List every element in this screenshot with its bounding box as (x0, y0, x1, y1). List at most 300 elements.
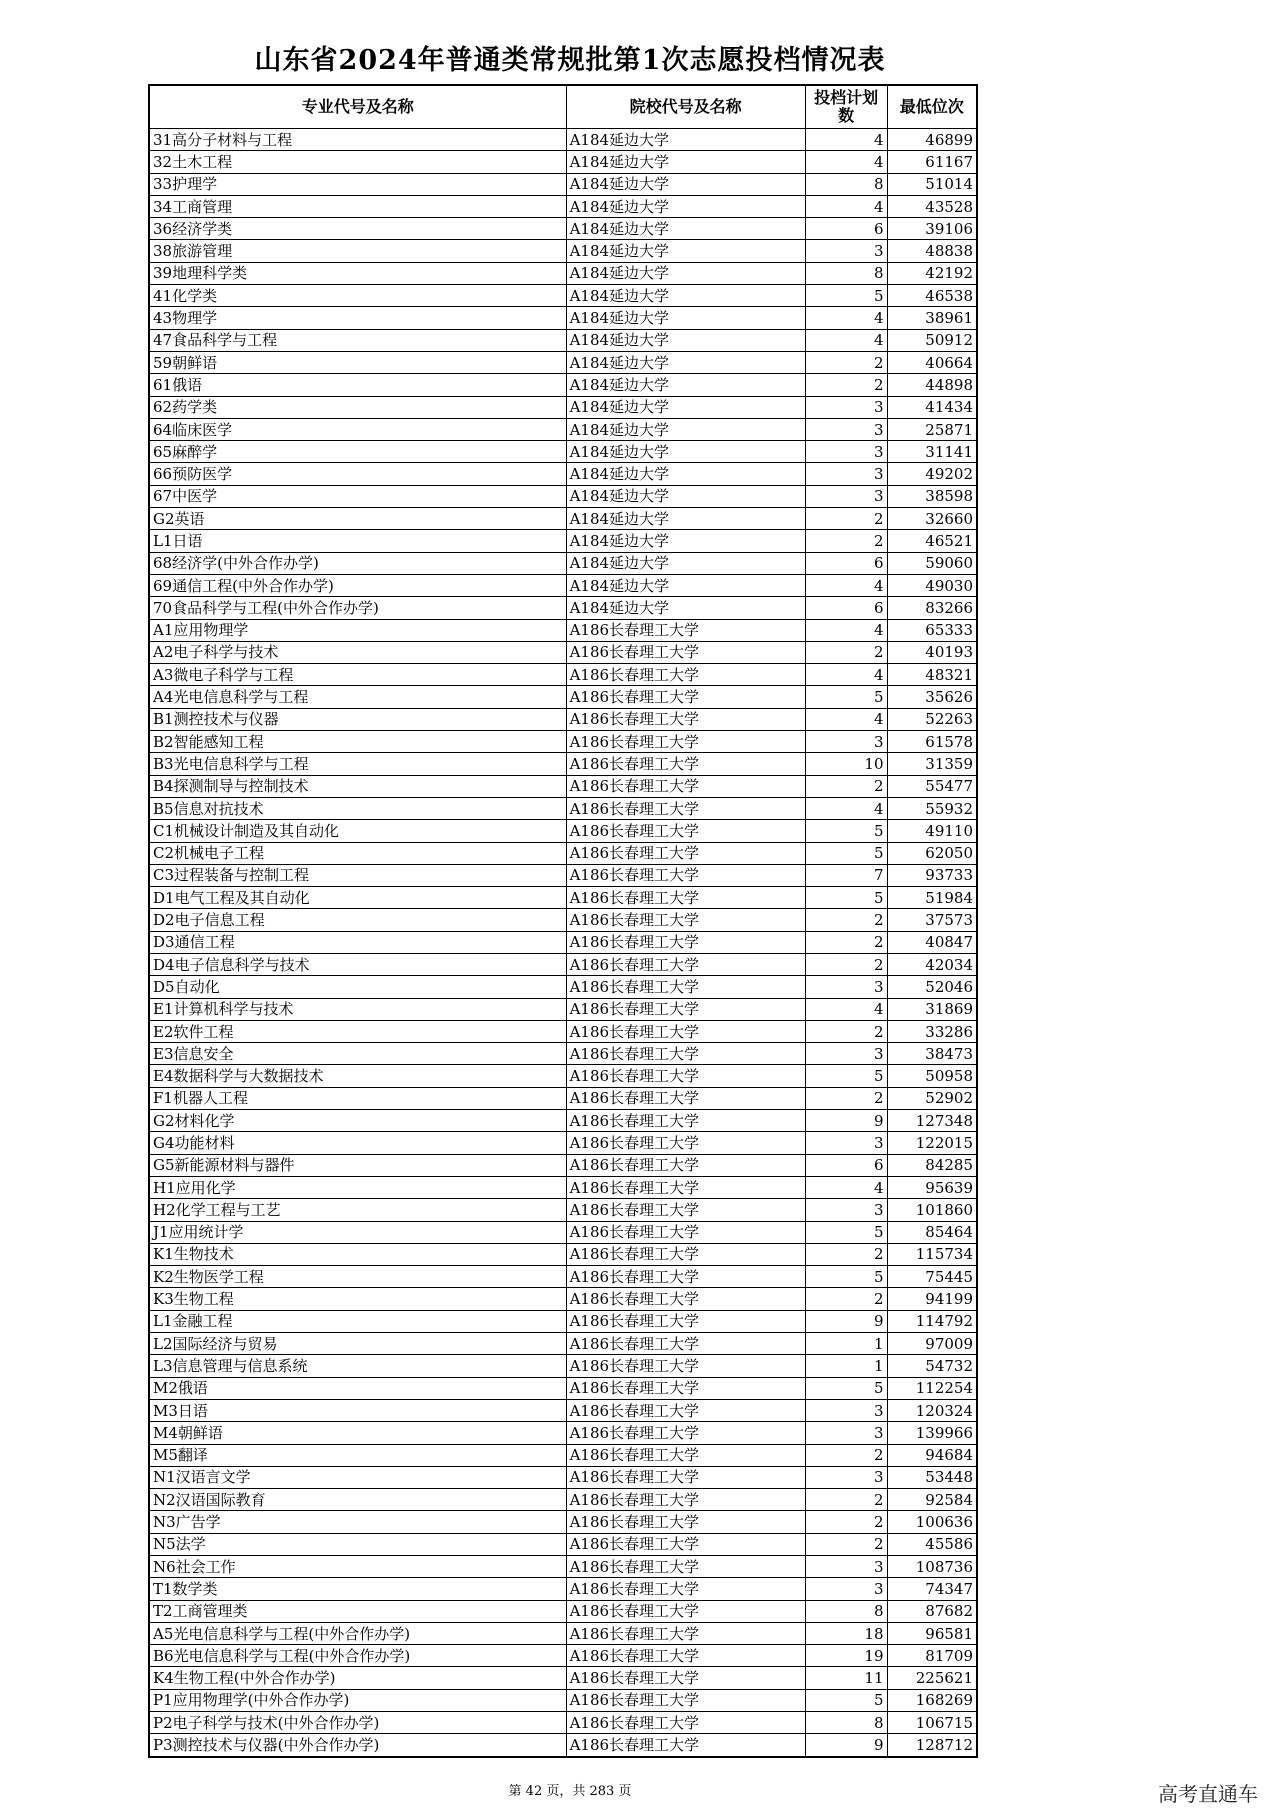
cell-plan: 7 (805, 864, 887, 886)
cell-school: A186长春理工大学 (566, 976, 805, 998)
table-row (149, 619, 977, 641)
table-row (149, 396, 977, 418)
table-row (149, 1511, 977, 1533)
cell-plan: 10 (805, 753, 887, 775)
cell-plan: 3 (805, 441, 887, 463)
cell-rank: 52902 (887, 1087, 977, 1109)
cell-school: A184延边大学 (566, 441, 805, 463)
cell-plan: 2 (805, 530, 887, 552)
cell-plan: 3 (805, 976, 887, 998)
table-row (149, 351, 977, 373)
table-row (149, 151, 977, 173)
cell-rank: 48838 (887, 240, 977, 262)
cell-plan: 4 (805, 329, 887, 351)
cell-rank: 122015 (887, 1132, 977, 1154)
cell-major: N1汉语言文学 (149, 1466, 566, 1488)
cell-major: 62药学类 (149, 396, 566, 418)
cell-plan: 5 (805, 1689, 887, 1711)
cell-major: H1应用化学 (149, 1176, 566, 1198)
cell-plan: 3 (805, 240, 887, 262)
cell-plan: 8 (805, 173, 887, 195)
cell-rank: 51014 (887, 173, 977, 195)
cell-major: C2机械电子工程 (149, 842, 566, 864)
cell-plan: 4 (805, 619, 887, 641)
cell-school: A184延边大学 (566, 307, 805, 329)
header-rank: 最低位次 (887, 85, 977, 129)
table-row (149, 1444, 977, 1466)
cell-rank: 74347 (887, 1578, 977, 1600)
cell-plan: 8 (805, 1712, 887, 1734)
cell-rank: 81709 (887, 1645, 977, 1667)
cell-plan: 2 (805, 953, 887, 975)
cell-major: K4生物工程(中外合作办学) (149, 1667, 566, 1689)
cell-major: A3微电子科学与工程 (149, 664, 566, 686)
table-row (149, 329, 977, 351)
cell-school: A186长春理工大学 (566, 1489, 805, 1511)
table-row (149, 664, 977, 686)
cell-rank: 37573 (887, 909, 977, 931)
cell-rank: 46899 (887, 129, 977, 151)
table-row (149, 953, 977, 975)
cell-school: A186长春理工大学 (566, 664, 805, 686)
page-title: 山东省2024年普通类常规批第1次志愿投档情况表 (254, 45, 886, 76)
cell-school: A186长春理工大学 (566, 1645, 805, 1667)
cell-rank: 83266 (887, 597, 977, 619)
cell-rank: 128712 (887, 1734, 977, 1757)
cell-rank: 61578 (887, 731, 977, 753)
cell-major: 69通信工程(中外合作办学) (149, 574, 566, 596)
table-row (149, 909, 977, 931)
cell-rank: 42192 (887, 262, 977, 284)
cell-school: A186长春理工大学 (566, 887, 805, 909)
table-row (149, 708, 977, 730)
cell-school: A184延边大学 (566, 173, 805, 195)
cell-plan: 5 (805, 686, 887, 708)
cell-major: 66预防医学 (149, 463, 566, 485)
cell-school: A186长春理工大学 (566, 1154, 805, 1176)
page-footer: 第 42 页，共 283 页 (508, 1784, 632, 1799)
table-row (149, 797, 977, 819)
cell-school: A186长春理工大学 (566, 1199, 805, 1221)
cell-major: F1机器人工程 (149, 1087, 566, 1109)
cell-plan: 8 (805, 1600, 887, 1622)
cell-plan: 2 (805, 1087, 887, 1109)
cell-major: G2材料化学 (149, 1110, 566, 1132)
cell-plan: 6 (805, 218, 887, 240)
cell-school: A186长春理工大学 (566, 1288, 805, 1310)
cell-rank: 55932 (887, 797, 977, 819)
table-row (149, 1221, 977, 1243)
cell-major: P2电子科学与技术(中外合作办学) (149, 1712, 566, 1734)
cell-rank: 108736 (887, 1556, 977, 1578)
table-row (149, 864, 977, 886)
cell-major: 36经济学类 (149, 218, 566, 240)
cell-major: 39地理科学类 (149, 262, 566, 284)
cell-rank: 40664 (887, 351, 977, 373)
table-row (149, 775, 977, 797)
cell-plan: 1 (805, 1355, 887, 1377)
cell-plan: 4 (805, 1176, 887, 1198)
cell-school: A186长春理工大学 (566, 1622, 805, 1644)
cell-major: P1应用物理学(中外合作办学) (149, 1689, 566, 1711)
cell-rank: 42034 (887, 953, 977, 975)
cell-plan: 2 (805, 1511, 887, 1533)
cell-major: N5法学 (149, 1533, 566, 1555)
table-row (149, 753, 977, 775)
table-row (149, 641, 977, 663)
cell-school: A186长春理工大学 (566, 1444, 805, 1466)
cell-major: T1数学类 (149, 1578, 566, 1600)
table-row (149, 1333, 977, 1355)
cell-school: A186长春理工大学 (566, 931, 805, 953)
cell-rank: 84285 (887, 1154, 977, 1176)
cell-rank: 55477 (887, 775, 977, 797)
cell-rank: 40193 (887, 641, 977, 663)
cell-school: A186长春理工大学 (566, 1243, 805, 1265)
cell-school: A184延边大学 (566, 552, 805, 574)
table-row (149, 597, 977, 619)
cell-rank: 225621 (887, 1667, 977, 1689)
cell-school: A186长春理工大学 (566, 1533, 805, 1555)
cell-major: 31高分子材料与工程 (149, 129, 566, 151)
cell-rank: 100636 (887, 1511, 977, 1533)
table-row (149, 1266, 977, 1288)
table-row (149, 1667, 977, 1689)
table-row (149, 1489, 977, 1511)
cell-rank: 97009 (887, 1333, 977, 1355)
cell-rank: 49030 (887, 574, 977, 596)
cell-school: A186长春理工大学 (566, 775, 805, 797)
cell-rank: 95639 (887, 1176, 977, 1198)
table-row (149, 1087, 977, 1109)
cell-school: A186长春理工大学 (566, 1020, 805, 1042)
cell-school: A184延边大学 (566, 129, 805, 151)
cell-rank: 38473 (887, 1043, 977, 1065)
table-row (149, 285, 977, 307)
cell-plan: 2 (805, 1489, 887, 1511)
table-row (149, 240, 977, 262)
cell-school: A186长春理工大学 (566, 1132, 805, 1154)
cell-rank: 62050 (887, 842, 977, 864)
cell-plan: 6 (805, 1154, 887, 1176)
cell-rank: 65333 (887, 619, 977, 641)
cell-rank: 93733 (887, 864, 977, 886)
cell-school: A186长春理工大学 (566, 842, 805, 864)
cell-school: A186长春理工大学 (566, 1511, 805, 1533)
cell-rank: 87682 (887, 1600, 977, 1622)
table-row (149, 1422, 977, 1444)
cell-major: B5信息对抗技术 (149, 797, 566, 819)
table-row (149, 1043, 977, 1065)
cell-rank: 33286 (887, 1020, 977, 1042)
cell-major: A4光电信息科学与工程 (149, 686, 566, 708)
cell-rank: 168269 (887, 1689, 977, 1711)
table-row (149, 1288, 977, 1310)
cell-major: D3通信工程 (149, 931, 566, 953)
cell-school: A186长春理工大学 (566, 1176, 805, 1198)
cell-plan: 4 (805, 708, 887, 730)
cell-rank: 44898 (887, 374, 977, 396)
cell-plan: 3 (805, 1466, 887, 1488)
cell-rank: 52263 (887, 708, 977, 730)
cell-school: A186长春理工大学 (566, 1043, 805, 1065)
admission-table (148, 84, 978, 1758)
cell-major: L1日语 (149, 530, 566, 552)
cell-major: P3测控技术与仪器(中外合作办学) (149, 1734, 566, 1757)
cell-plan: 3 (805, 1422, 887, 1444)
cell-major: 47食品科学与工程 (149, 329, 566, 351)
table-row (149, 1466, 977, 1488)
table-row (149, 1176, 977, 1198)
cell-major: 68经济学(中外合作办学) (149, 552, 566, 574)
cell-school: A186长春理工大学 (566, 998, 805, 1020)
cell-school: A184延边大学 (566, 530, 805, 552)
table-row (149, 1556, 977, 1578)
cell-plan: 2 (805, 1288, 887, 1310)
table-row (149, 195, 977, 217)
cell-major: J1应用统计学 (149, 1221, 566, 1243)
cell-school: A186长春理工大学 (566, 909, 805, 931)
cell-school: A184延边大学 (566, 240, 805, 262)
table-row (149, 1689, 977, 1711)
cell-school: A186长春理工大学 (566, 1689, 805, 1711)
cell-major: 38旅游管理 (149, 240, 566, 262)
cell-plan: 3 (805, 731, 887, 753)
cell-school: A186长春理工大学 (566, 864, 805, 886)
cell-plan: 3 (805, 418, 887, 440)
cell-school: A186长春理工大学 (566, 753, 805, 775)
table-row (149, 998, 977, 1020)
cell-plan: 3 (805, 396, 887, 418)
cell-major: B1测控技术与仪器 (149, 708, 566, 730)
table-row (149, 552, 977, 574)
cell-major: T2工商管理类 (149, 1600, 566, 1622)
cell-plan: 9 (805, 1110, 887, 1132)
cell-plan: 2 (805, 775, 887, 797)
cell-major: B4探测制导与控制技术 (149, 775, 566, 797)
cell-plan: 3 (805, 1132, 887, 1154)
cell-school: A184延边大学 (566, 329, 805, 351)
cell-plan: 9 (805, 1310, 887, 1332)
cell-rank: 39106 (887, 218, 977, 240)
cell-school: A184延边大学 (566, 285, 805, 307)
cell-plan: 2 (805, 374, 887, 396)
cell-rank: 50912 (887, 329, 977, 351)
table-row (149, 1110, 977, 1132)
cell-school: A184延边大学 (566, 508, 805, 530)
cell-rank: 112254 (887, 1377, 977, 1399)
cell-plan: 3 (805, 485, 887, 507)
table-row (149, 1243, 977, 1265)
cell-major: 32土木工程 (149, 151, 566, 173)
cell-rank: 46538 (887, 285, 977, 307)
cell-major: G4功能材料 (149, 1132, 566, 1154)
cell-major: C3过程装备与控制工程 (149, 864, 566, 886)
cell-major: B3光电信息科学与工程 (149, 753, 566, 775)
header-major: 专业代号及名称 (149, 85, 566, 129)
table-row (149, 574, 977, 596)
cell-plan: 5 (805, 1065, 887, 1087)
cell-plan: 3 (805, 1556, 887, 1578)
cell-plan: 5 (805, 887, 887, 909)
cell-plan: 19 (805, 1645, 887, 1667)
table-row (149, 1600, 977, 1622)
cell-rank: 94199 (887, 1288, 977, 1310)
cell-rank: 50958 (887, 1065, 977, 1087)
cell-major: 64临床医学 (149, 418, 566, 440)
cell-plan: 11 (805, 1667, 887, 1689)
cell-major: D4电子信息科学与技术 (149, 953, 566, 975)
table-row (149, 173, 977, 195)
table-row (149, 887, 977, 909)
cell-school: A186长春理工大学 (566, 1065, 805, 1087)
cell-major: 41化学类 (149, 285, 566, 307)
cell-rank: 53448 (887, 1466, 977, 1488)
cell-plan: 4 (805, 664, 887, 686)
cell-school: A186长春理工大学 (566, 1266, 805, 1288)
cell-school: A186长春理工大学 (566, 619, 805, 641)
cell-school: A186长春理工大学 (566, 1600, 805, 1622)
cell-school: A186长春理工大学 (566, 1712, 805, 1734)
cell-plan: 4 (805, 998, 887, 1020)
cell-major: 34工商管理 (149, 195, 566, 217)
cell-rank: 115734 (887, 1243, 977, 1265)
cell-plan: 3 (805, 1578, 887, 1600)
cell-major: N3广告学 (149, 1511, 566, 1533)
cell-plan: 2 (805, 909, 887, 931)
cell-school: A184延边大学 (566, 218, 805, 240)
table-row (149, 686, 977, 708)
cell-plan: 4 (805, 129, 887, 151)
cell-school: A186长春理工大学 (566, 1734, 805, 1757)
cell-plan: 3 (805, 1199, 887, 1221)
cell-school: A186长春理工大学 (566, 1333, 805, 1355)
cell-rank: 49202 (887, 463, 977, 485)
cell-major: K2生物医学工程 (149, 1266, 566, 1288)
cell-rank: 31141 (887, 441, 977, 463)
cell-school: A186长春理工大学 (566, 641, 805, 663)
cell-plan: 5 (805, 285, 887, 307)
cell-plan: 8 (805, 262, 887, 284)
cell-rank: 38598 (887, 485, 977, 507)
cell-rank: 114792 (887, 1310, 977, 1332)
cell-major: 33护理学 (149, 173, 566, 195)
cell-plan: 4 (805, 797, 887, 819)
cell-plan: 2 (805, 1020, 887, 1042)
cell-major: E1计算机科学与技术 (149, 998, 566, 1020)
cell-plan: 2 (805, 1444, 887, 1466)
table-row (149, 441, 977, 463)
cell-school: A186长春理工大学 (566, 1310, 805, 1332)
cell-school: A184延边大学 (566, 262, 805, 284)
table-row (149, 307, 977, 329)
table-row (149, 418, 977, 440)
cell-major: A2电子科学与技术 (149, 641, 566, 663)
cell-rank: 25871 (887, 418, 977, 440)
table-row (149, 1355, 977, 1377)
cell-major: E3信息安全 (149, 1043, 566, 1065)
table-row (149, 262, 977, 284)
cell-school: A184延边大学 (566, 351, 805, 373)
cell-school: A186长春理工大学 (566, 1355, 805, 1377)
cell-plan: 18 (805, 1622, 887, 1644)
cell-major: K1生物技术 (149, 1243, 566, 1265)
cell-major: A5光电信息科学与工程(中外合作办学) (149, 1622, 566, 1644)
table-row (149, 374, 977, 396)
cell-major: 59朝鲜语 (149, 351, 566, 373)
cell-plan: 9 (805, 1734, 887, 1757)
cell-school: A186长春理工大学 (566, 708, 805, 730)
cell-rank: 75445 (887, 1266, 977, 1288)
cell-rank: 41434 (887, 396, 977, 418)
cell-school: A186长春理工大学 (566, 1578, 805, 1600)
cell-major: M4朝鲜语 (149, 1422, 566, 1444)
cell-major: 43物理学 (149, 307, 566, 329)
cell-rank: 40847 (887, 931, 977, 953)
cell-school: A186长春理工大学 (566, 1377, 805, 1399)
table-row (149, 1533, 977, 1555)
cell-rank: 54732 (887, 1355, 977, 1377)
cell-plan: 6 (805, 552, 887, 574)
cell-school: A184延边大学 (566, 597, 805, 619)
cell-major: E4数据科学与大数据技术 (149, 1065, 566, 1087)
cell-rank: 46521 (887, 530, 977, 552)
table-row (149, 1310, 977, 1332)
cell-rank: 31869 (887, 998, 977, 1020)
cell-school: A186长春理工大学 (566, 797, 805, 819)
cell-school: A184延边大学 (566, 396, 805, 418)
cell-school: A186长春理工大学 (566, 1110, 805, 1132)
table-row (149, 1734, 977, 1757)
table-row (149, 485, 977, 507)
cell-rank: 94684 (887, 1444, 977, 1466)
table-row (149, 1377, 977, 1399)
table-row (149, 842, 977, 864)
cell-major: H2化学工程与工艺 (149, 1199, 566, 1221)
cell-plan: 6 (805, 597, 887, 619)
cell-major: N2汉语国际教育 (149, 1489, 566, 1511)
cell-school: A184延边大学 (566, 151, 805, 173)
cell-school: A186长春理工大学 (566, 1466, 805, 1488)
cell-major: 67中医学 (149, 485, 566, 507)
cell-rank: 101860 (887, 1199, 977, 1221)
header-school: 院校代号及名称 (566, 85, 805, 129)
table-row (149, 731, 977, 753)
cell-major: K3生物工程 (149, 1288, 566, 1310)
cell-plan: 5 (805, 842, 887, 864)
cell-school: A186长春理工大学 (566, 1399, 805, 1421)
table-row (149, 1154, 977, 1176)
cell-plan: 2 (805, 1533, 887, 1555)
cell-school: A186长春理工大学 (566, 1667, 805, 1689)
table-row (149, 1132, 977, 1154)
cell-major: E2软件工程 (149, 1020, 566, 1042)
cell-plan: 3 (805, 1399, 887, 1421)
cell-rank: 52046 (887, 976, 977, 998)
cell-rank: 38961 (887, 307, 977, 329)
cell-rank: 59060 (887, 552, 977, 574)
cell-rank: 139966 (887, 1422, 977, 1444)
table-row (149, 1645, 977, 1667)
cell-plan: 4 (805, 195, 887, 217)
cell-rank: 96581 (887, 1622, 977, 1644)
cell-rank: 49110 (887, 820, 977, 842)
cell-school: A184延边大学 (566, 463, 805, 485)
table-body (149, 129, 977, 1757)
cell-plan: 2 (805, 351, 887, 373)
cell-rank: 85464 (887, 1221, 977, 1243)
cell-plan: 5 (805, 820, 887, 842)
